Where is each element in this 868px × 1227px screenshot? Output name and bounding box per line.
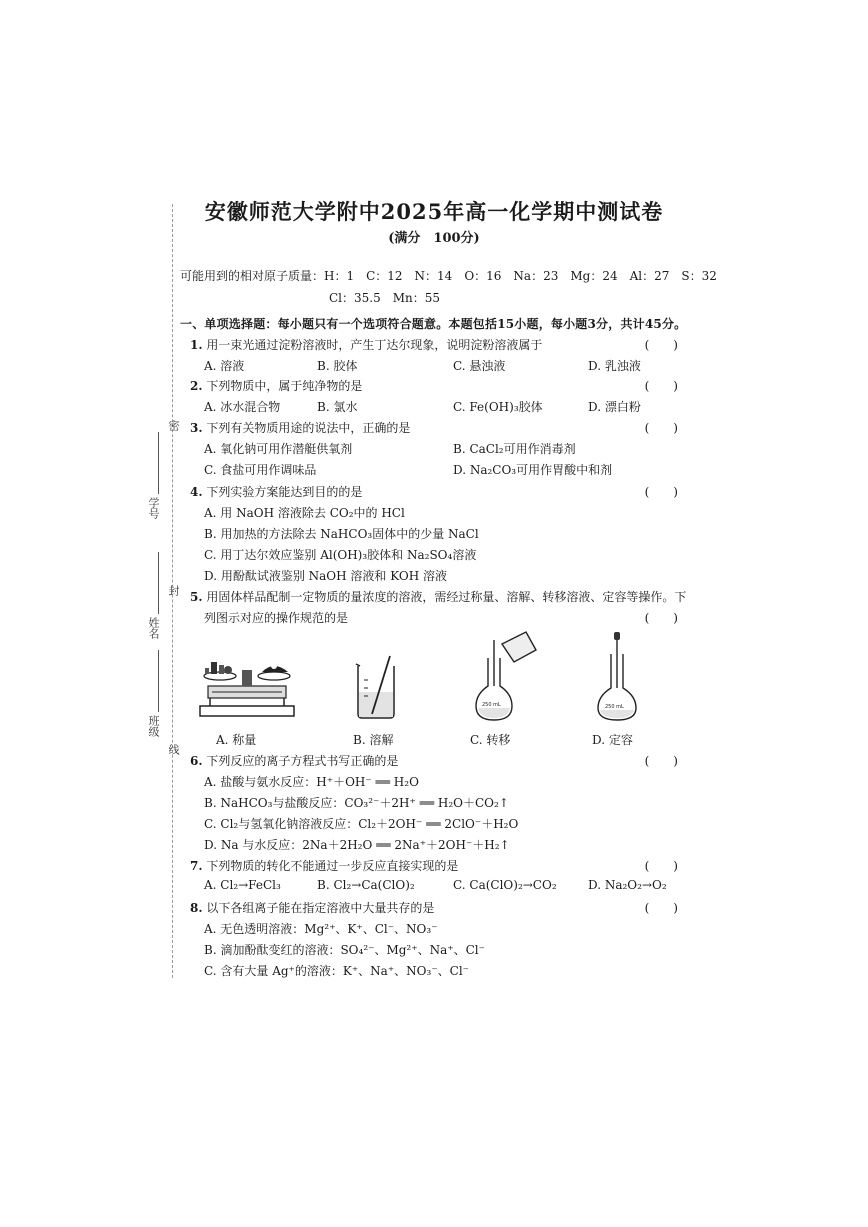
answer-paren-5[interactable]: ( ) [644, 611, 678, 625]
question-8 [190, 899, 434, 916]
question-number: 6. [190, 754, 203, 768]
flask-volume-label: 250 mL [482, 702, 501, 708]
volumetric-flask-fixing-figure [592, 630, 642, 723]
answer-paren-8[interactable]: ( ) [644, 901, 678, 915]
margin-student-id: 学号 [147, 497, 160, 519]
q5-option-b: B. 溶解 [353, 733, 394, 747]
q7-option-d: D. Na₂O₂→O₂ [588, 878, 667, 892]
q1-option-c: C. 悬浊液 [453, 359, 506, 373]
question-5-stem-cont: 列图示对应的操作规范的是 [204, 611, 349, 625]
question-number: 5. [190, 590, 203, 604]
name-blank[interactable] [158, 552, 159, 614]
q4-option-a: A. 用 NaOH 溶液除去 CO₂中的 HCl [204, 506, 405, 520]
q3-option-c: C. 食盐可用作调味品 [204, 463, 317, 477]
q1-option-b: B. 胶体 [317, 359, 358, 373]
q3-option-d: D. Na₂CO₃可用作胃酸中和剂 [453, 463, 613, 477]
q2-option-c: C. Fe(OH)₃胶体 [453, 400, 543, 414]
q4-option-b: B. 用加热的方法除去 NaHCO₃固体中的少量 NaCl [204, 527, 479, 541]
q5-option-a: A. 称量 [216, 733, 257, 747]
question-3 [190, 419, 410, 436]
atomic-masses-line1: 可能用到的相对原子质量：H：1 C：12 N：14 O：16 Na：23 Mg：24 Al：27 S：32 [180, 269, 717, 283]
question-number: 8. [190, 901, 203, 915]
question-stem: 用一束光通过淀粉溶液时，产生丁达尔现象，说明淀粉溶液属于 [206, 338, 543, 352]
question-stem: 下列实验方案能达到目的的是 [206, 485, 363, 499]
q2-option-b: B. 氯水 [317, 400, 358, 414]
question-stem: 用固体样品配制一定物质的量浓度的溶液，需经过称量、溶解、转移溶液、定容等操作。下 [206, 590, 687, 604]
beaker-figure [352, 652, 402, 722]
question-number: 3. [190, 421, 203, 435]
question-stem: 以下各组离子能在指定溶液中大量共存的是 [206, 901, 435, 915]
q8-option-b: B. 滴加酚酞变红的溶液：SO₄²⁻、Mg²⁺、Na⁺、Cl⁻ [204, 943, 485, 957]
class-blank[interactable] [158, 650, 159, 712]
q8-option-c: C. 含有大量 Ag⁺的溶液：K⁺、Na⁺、NO₃⁻、Cl⁻ [204, 964, 470, 978]
atomic-masses-line2: Cl：35.5 Mn：55 [329, 291, 441, 305]
question-stem: 下列反应的离子方程式书写正确的是 [206, 754, 399, 768]
question-number: 7. [190, 859, 203, 873]
q5-option-d: D. 定容 [592, 733, 633, 747]
answer-paren-2[interactable]: ( ) [644, 379, 678, 393]
answer-paren-4[interactable]: ( ) [644, 485, 678, 499]
question-number: 2. [190, 379, 203, 393]
question-7 [190, 857, 458, 874]
question-stem: 下列物质的转化不能通过一步反应直接实现的是 [206, 859, 459, 873]
question-2 [190, 377, 362, 394]
question-4 [190, 483, 362, 500]
question-number: 1. [190, 338, 203, 352]
student-id-blank[interactable] [158, 432, 159, 494]
q1-option-a: A. 溶液 [204, 359, 245, 373]
q8-option-a: A. 无色透明溶液：Mg²⁺、K⁺、Cl⁻、NO₃⁻ [204, 922, 438, 936]
full-score: (满分 100分) [388, 231, 480, 246]
q3-option-b: B. CaCl₂可用作消毒剂 [453, 442, 576, 456]
question-5 [190, 588, 686, 605]
q1-option-d: D. 乳浊液 [588, 359, 641, 373]
volumetric-flask-transfer-figure [472, 628, 542, 723]
question-stem: 下列有关物质用途的说法中，正确的是 [206, 421, 411, 435]
answer-paren-6[interactable]: ( ) [644, 754, 678, 768]
q6-option-d: D. Na 与水反应：2Na＋2H₂O ══ 2Na⁺＋2OH⁻＋H₂↑ [204, 838, 510, 852]
q4-option-c: C. 用丁达尔效应鉴别 Al(OH)₃胶体和 Na₂SO₄溶液 [204, 548, 477, 562]
answer-paren-1[interactable]: ( ) [644, 338, 678, 352]
q5-option-c: C. 转移 [470, 733, 511, 747]
margin-name: 姓名 [147, 617, 160, 639]
balance-figure [198, 642, 298, 722]
q7-option-a: A. Cl₂→FeCl₃ [204, 878, 281, 892]
answer-paren-7[interactable]: ( ) [644, 859, 678, 873]
page-title: 安徽师范大学附中2025年高一化学期中测试卷 [204, 199, 664, 224]
q4-option-d: D. 用酚酞试液鉴别 NaOH 溶液和 KOH 溶液 [204, 569, 447, 583]
q6-option-b: B. NaHCO₃与盐酸反应：CO₃²⁻＋2H⁺ ══ H₂O＋CO₂↑ [204, 796, 509, 810]
margin-feng: 封 [167, 585, 180, 596]
q6-option-a: A. 盐酸与氨水反应：H⁺＋OH⁻ ══ H₂O [204, 775, 419, 789]
question-6 [190, 752, 398, 769]
q2-option-a: A. 冰水混合物 [204, 400, 281, 414]
flask-volume-label: 250 mL [605, 704, 624, 710]
q7-option-c: C. Ca(ClO)₂→CO₂ [453, 878, 557, 892]
q7-option-b: B. Cl₂→Ca(ClO)₂ [317, 878, 415, 892]
margin-class: 班级 [147, 715, 160, 737]
section-heading: 一、单项选择题：每小题只有一个选项符合题意。本题包括15小题，每小题3分，共计45分。 [180, 317, 687, 331]
q6-option-c: C. Cl₂与氢氧化钠溶液反应：Cl₂＋2OH⁻ ══ 2ClO⁻＋H₂O [204, 817, 519, 831]
q3-option-a: A. 氧化钠可用作潜艇供氧剂 [204, 442, 353, 456]
question-1 [190, 336, 542, 353]
answer-paren-3[interactable]: ( ) [644, 421, 678, 435]
margin-mi: 密 [167, 420, 180, 431]
margin-xian: 线 [167, 744, 180, 755]
question-stem: 下列物质中，属于纯净物的是 [206, 379, 363, 393]
q2-option-d: D. 漂白粉 [588, 400, 641, 414]
question-number: 4. [190, 485, 203, 499]
